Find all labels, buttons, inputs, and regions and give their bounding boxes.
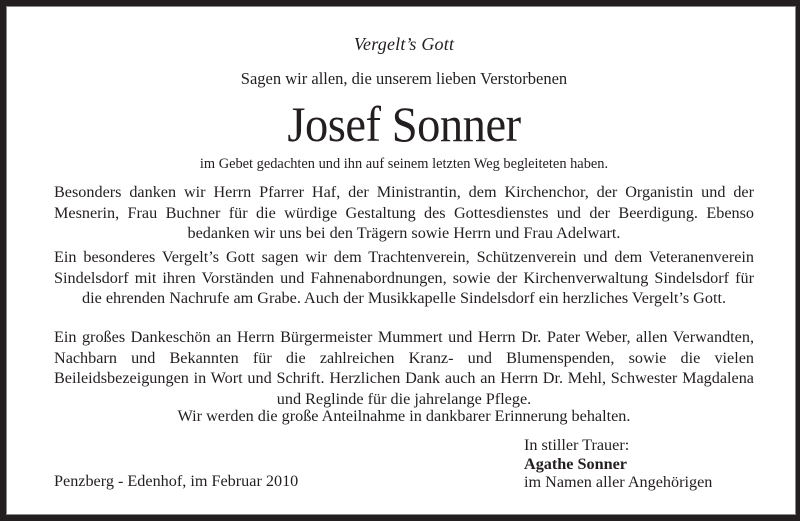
- intro-line: Sagen wir allen, die unserem lieben Verstorbenen: [240, 69, 568, 88]
- thanks-paragraph-3: Ein großes Dankeschön an Herrn Bürgermeister Mummert und Herrn Dr. Pater Weber, allen Verwandten, Nachbarn und Bekannten für die zahlreichen Kranz- und Blumenspenden, sowie die vielen Beileidsbezeigungen in Wort und Schrift. Herzlichen Dank auch an Herrn Dr. Mehl, Schwester Magdalena und Reglinde für die jahrelange Pflege.: [54, 328, 754, 408]
- mourning-line: In stiller Trauer:: [524, 436, 630, 454]
- signature-block: [524, 436, 712, 492]
- place-date: Penzberg - Edenhof, im Februar 2010: [54, 472, 299, 490]
- obituary-notice: [6, 6, 796, 515]
- headline: Vergelt’s Gott: [353, 34, 455, 54]
- signatory-name: Agathe Sonner: [524, 454, 627, 473]
- deceased-name: Josef Sonner: [287, 96, 521, 152]
- sub-intro-line: im Gebet gedachten und ihn auf seinem letzten Weg begleiteten haben.: [199, 156, 609, 172]
- thanks-paragraph-1: Besonders danken wir Herrn Pfarrer Haf, der Ministrantin, dem Kirchenchor, der Organistin und der Mesnerin, Frau Buchner für die würdige Gestaltung des Gottesdienstes und der Beerdigung. Ebenso bedanken wir uns bei den Trägern sowie Herrn und Frau Adelwart.: [54, 183, 754, 242]
- on-behalf-line: im Namen aller Angehörigen: [524, 473, 713, 491]
- thanks-paragraph-2: Ein besonderes Vergelt’s Gott sagen wir dem Trachtenverein, Schützenverein und dem Veteranenverein Sindelsdorf mit ihren Vorständen und Fahnenabordnungen, sowie der Kirchenverwaltung Sindelsdorf für die ehrenden Nachrufe am Grabe. Auch der Musikkapelle Sindelsdorf ein herzliches Vergelt’s Gott.: [54, 248, 754, 307]
- closing-line: Wir werden die große Anteilnahme in dankbarer Erinnerung behalten.: [177, 407, 631, 425]
